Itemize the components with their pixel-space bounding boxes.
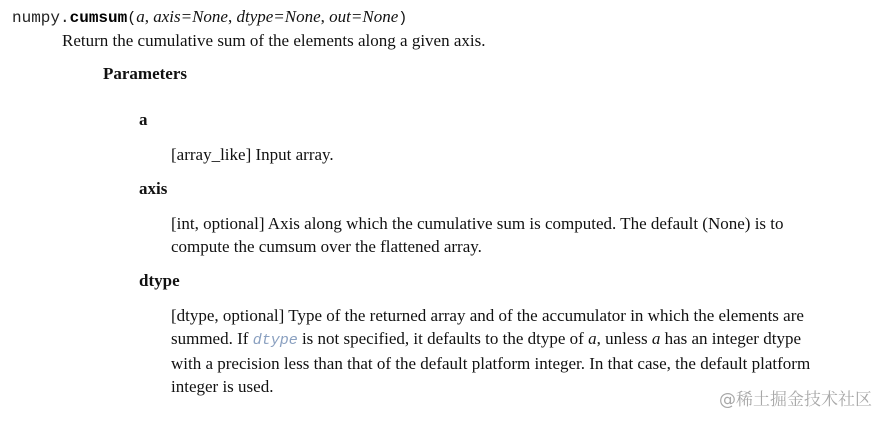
arg-separator: , xyxy=(144,7,154,26)
text-fragment: summed. If xyxy=(171,329,253,348)
watermark: @稀土掘金技术社区 xyxy=(719,390,872,410)
function-name: cumsum xyxy=(69,9,128,27)
parameters-heading: Parameters xyxy=(103,64,188,83)
param-desc-a-line: [array_like] Input array. xyxy=(171,145,334,164)
function-signature xyxy=(12,7,407,27)
param-name-axis: axis xyxy=(139,179,168,198)
param-desc-axis-line2: compute the cumsum over the flattened array. xyxy=(171,237,482,256)
italic-a: a xyxy=(651,329,661,348)
module-name: numpy. xyxy=(12,9,70,27)
arg-out: out=None xyxy=(329,7,399,26)
param-desc-axis xyxy=(171,212,875,258)
param-desc-a xyxy=(171,143,875,166)
text-fragment: has an integer dtype xyxy=(660,329,801,348)
param-name-dtype: dtype xyxy=(139,271,180,290)
param-desc-dtype-line3: with a precision less than that of the default platform integer. In that case, the default platform xyxy=(171,354,811,373)
param-desc-dtype xyxy=(171,304,875,398)
param-desc-axis-line1: [int, optional] Axis along which the cumulative sum is computed. The default (None) is to xyxy=(171,214,784,233)
arg-a: a xyxy=(136,7,145,26)
arg-dtype: dtype=None xyxy=(236,7,321,26)
arg-axis: axis=None xyxy=(153,7,228,26)
dtype-code-link[interactable]: dtype xyxy=(252,332,298,349)
function-summary: Return the cumulative sum of the elements along a given axis. xyxy=(62,31,486,50)
param-name-a: a xyxy=(139,110,148,129)
italic-a: a xyxy=(588,329,597,348)
text-fragment: , unless xyxy=(596,329,652,348)
arg-separator: , xyxy=(320,7,330,26)
param-desc-dtype-line2 xyxy=(171,327,875,352)
text-fragment: is not specified, it defaults to the dtype of xyxy=(297,329,589,348)
close-paren: ) xyxy=(398,10,408,27)
open-paren: ( xyxy=(127,10,137,27)
param-desc-dtype-line4: integer is used. xyxy=(171,377,274,396)
param-desc-dtype-line1: [dtype, optional] Type of the returned array and of the accumulator in which the elements are xyxy=(171,306,804,325)
arg-separator: , xyxy=(227,7,237,26)
